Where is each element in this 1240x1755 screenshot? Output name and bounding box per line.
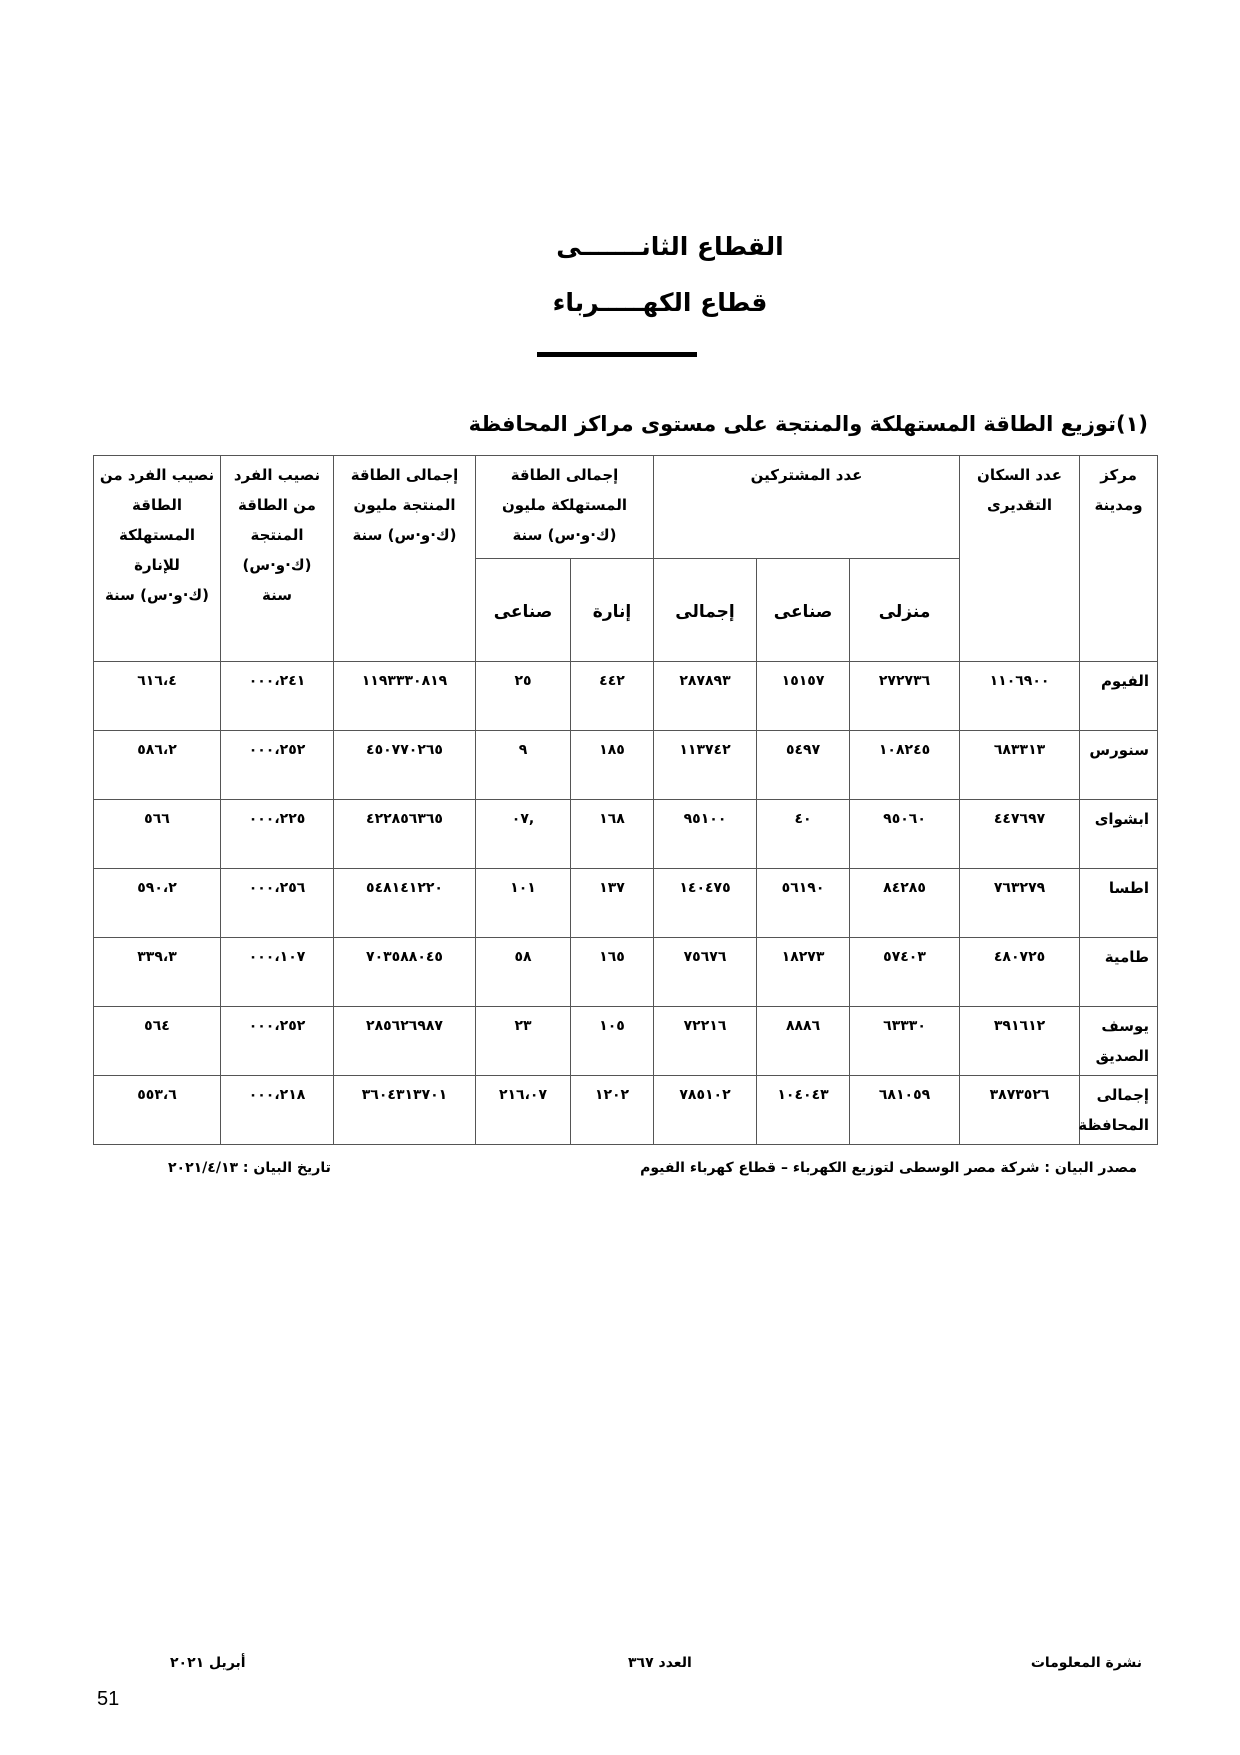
cell-domestic: ٥٧٤٠٣ xyxy=(850,938,960,1007)
cell-domestic: ١٠٨٢٤٥ xyxy=(850,731,960,800)
table-title: (١)توزيع الطاقة المستهلكة والمنتجة على مستوى مراكز المحافظة xyxy=(468,412,1148,436)
title-underline xyxy=(537,352,697,357)
cell-total: ٢٨٧٨٩٣ xyxy=(654,662,757,731)
cell-industrial: ٥٦١٩٠ xyxy=(757,869,850,938)
cell-share-produced: ٠٠٠،١٠٧ xyxy=(221,938,334,1007)
header-sub-domestic: منزلى xyxy=(850,559,960,662)
cell-center: سنورس xyxy=(1080,731,1158,800)
cell-cons-industrial: ٢١٦،٠٧ xyxy=(476,1076,571,1145)
cell-produced: ١١٩٣٣٣٠٨١٩ xyxy=(334,662,476,731)
cell-lighting: ١٦٨ xyxy=(571,800,654,869)
cell-lighting: ٤٤٢ xyxy=(571,662,654,731)
cell-total: ٧٥٦٧٦ xyxy=(654,938,757,1007)
cell-center: إجمالى المحافظة xyxy=(1080,1076,1158,1145)
table-row xyxy=(94,800,1158,869)
cell-total: ٩٥١٠٠ xyxy=(654,800,757,869)
cell-center: ابشواى xyxy=(1080,800,1158,869)
energy-table xyxy=(93,455,1158,1145)
cell-lighting: ١٨٥ xyxy=(571,731,654,800)
header-consumed: إجمالى الطاقة المستهلكة مليون (ك·و·س) سنة xyxy=(476,456,654,559)
cell-industrial: ١٠٤٠٤٣ xyxy=(757,1076,850,1145)
section-subtitle: قطاع الكهـــــرباء xyxy=(552,288,768,317)
header-share-consumed: نصيب الفرد من الطاقة المستهلكة للإنارة (ك·و·س) سنة xyxy=(94,456,221,662)
table-row xyxy=(94,1007,1158,1076)
source-note: مصدر البيان : شركة مصر الوسطى لتوزيع الكهرباء – قطاع كهرباء الفيوم xyxy=(640,1160,1137,1176)
cell-share-produced: ٠٠٠،٢٥٢ xyxy=(221,731,334,800)
cell-share-produced: ٠٠٠،٢٥٦ xyxy=(221,869,334,938)
cell-industrial: ٥٤٩٧ xyxy=(757,731,850,800)
cell-share-consumed: ٥٥٣،٦ xyxy=(94,1076,221,1145)
cell-produced: ٢٨٥٦٢٦٩٨٧ xyxy=(334,1007,476,1076)
footer-publication: نشرة المعلومات xyxy=(1030,1655,1142,1671)
header-population: عدد السكان التقديرى xyxy=(960,456,1080,662)
cell-share-produced: ٠٠٠،٢٥٢ xyxy=(221,1007,334,1076)
section-title: القطاع الثانـــــــى xyxy=(556,232,784,261)
cell-population: ٣٨٧٣٥٢٦ xyxy=(960,1076,1080,1145)
cell-domestic: ٦٨١٠٥٩ xyxy=(850,1076,960,1145)
cell-population: ٣٩١٦١٢ xyxy=(960,1007,1080,1076)
cell-total: ٧٨٥١٠٢ xyxy=(654,1076,757,1145)
table-row xyxy=(94,938,1158,1007)
cell-industrial: ١٨٢٧٣ xyxy=(757,938,850,1007)
cell-population: ٧٦٣٢٧٩ xyxy=(960,869,1080,938)
cell-produced: ٤٥٠٧٧٠٢٦٥ xyxy=(334,731,476,800)
cell-share-consumed: ٥٩٠،٢ xyxy=(94,869,221,938)
footer-month: أبريل ٢٠٢١ xyxy=(170,1655,246,1671)
cell-share-consumed: ٥٨٦،٢ xyxy=(94,731,221,800)
cell-center: طامية xyxy=(1080,938,1158,1007)
cell-population: ٦٨٣٣١٣ xyxy=(960,731,1080,800)
cell-cons-industrial: ٢٥ xyxy=(476,662,571,731)
header-sub-total: إجمالى xyxy=(654,559,757,662)
cell-center: اطسا xyxy=(1080,869,1158,938)
cell-industrial: ٨٨٨٦ xyxy=(757,1007,850,1076)
header-sub-industrial: صناعى xyxy=(757,559,850,662)
cell-cons-industrial: ٢٣ xyxy=(476,1007,571,1076)
footer-issue: العدد ٣٦٧ xyxy=(628,1655,692,1671)
cell-lighting: ١٢٠٢ xyxy=(571,1076,654,1145)
cell-industrial: ٤٠ xyxy=(757,800,850,869)
cell-share-produced: ٠٠٠،٢٢٥ xyxy=(221,800,334,869)
cell-share-produced: ٠٠٠،٢٤١ xyxy=(221,662,334,731)
cell-domestic: ٢٧٢٧٣٦ xyxy=(850,662,960,731)
cell-lighting: ١٣٧ xyxy=(571,869,654,938)
cell-total: ١٤٠٤٧٥ xyxy=(654,869,757,938)
date-note: تاريخ البيان : ٢٠٢١/٤/١٣ xyxy=(168,1160,331,1176)
page-number: 51 xyxy=(97,1688,120,1710)
cell-center: الفيوم xyxy=(1080,662,1158,731)
table-row xyxy=(94,869,1158,938)
cell-population: ٤٤٧٦٩٧ xyxy=(960,800,1080,869)
cell-industrial: ١٥١٥٧ xyxy=(757,662,850,731)
cell-cons-industrial: ٩ xyxy=(476,731,571,800)
cell-produced: ٣٦٠٤٣١٣٧٠١ xyxy=(334,1076,476,1145)
table-row xyxy=(94,731,1158,800)
cell-share-consumed: ٥٦٤ xyxy=(94,1007,221,1076)
cell-domestic: ٩٥٠٦٠ xyxy=(850,800,960,869)
cell-produced: ٤٢٢٨٥٦٣٦٥ xyxy=(334,800,476,869)
header-cons-industrial: صناعى xyxy=(476,559,571,662)
cell-total: ٧٢٢١٦ xyxy=(654,1007,757,1076)
cell-share-consumed: ٥٦٦ xyxy=(94,800,221,869)
header-center: مركز ومدينة xyxy=(1080,456,1158,662)
cell-cons-industrial: ,٠٧ xyxy=(476,800,571,869)
cell-total: ١١٣٧٤٢ xyxy=(654,731,757,800)
table-row xyxy=(94,662,1158,731)
header-produced: إجمالى الطاقة المنتجة مليون (ك·و·س) سنة xyxy=(334,456,476,662)
cell-center: يوسف الصديق xyxy=(1080,1007,1158,1076)
header-share-produced: نصيب الفرد من الطاقة المنتجة (ك·و·س) سنة xyxy=(221,456,334,662)
cell-domestic: ٦٣٣٣٠ xyxy=(850,1007,960,1076)
table-row xyxy=(94,1076,1158,1145)
cell-lighting: ١٦٥ xyxy=(571,938,654,1007)
cell-cons-industrial: ٥٨ xyxy=(476,938,571,1007)
cell-share-consumed: ٣٣٩،٣ xyxy=(94,938,221,1007)
cell-lighting: ١٠٥ xyxy=(571,1007,654,1076)
header-cons-lighting: إنارة xyxy=(571,559,654,662)
header-subscribers: عدد المشتركين xyxy=(654,456,960,559)
cell-share-produced: ٠٠٠،٢١٨ xyxy=(221,1076,334,1145)
cell-produced: ٥٤٨١٤١٢٢٠ xyxy=(334,869,476,938)
cell-share-consumed: ٦١٦،٤ xyxy=(94,662,221,731)
cell-produced: ٧٠٣٥٨٨٠٤٥ xyxy=(334,938,476,1007)
cell-cons-industrial: ١٠١ xyxy=(476,869,571,938)
cell-domestic: ٨٤٢٨٥ xyxy=(850,869,960,938)
cell-population: ١١٠٦٩٠٠ xyxy=(960,662,1080,731)
cell-population: ٤٨٠٧٢٥ xyxy=(960,938,1080,1007)
